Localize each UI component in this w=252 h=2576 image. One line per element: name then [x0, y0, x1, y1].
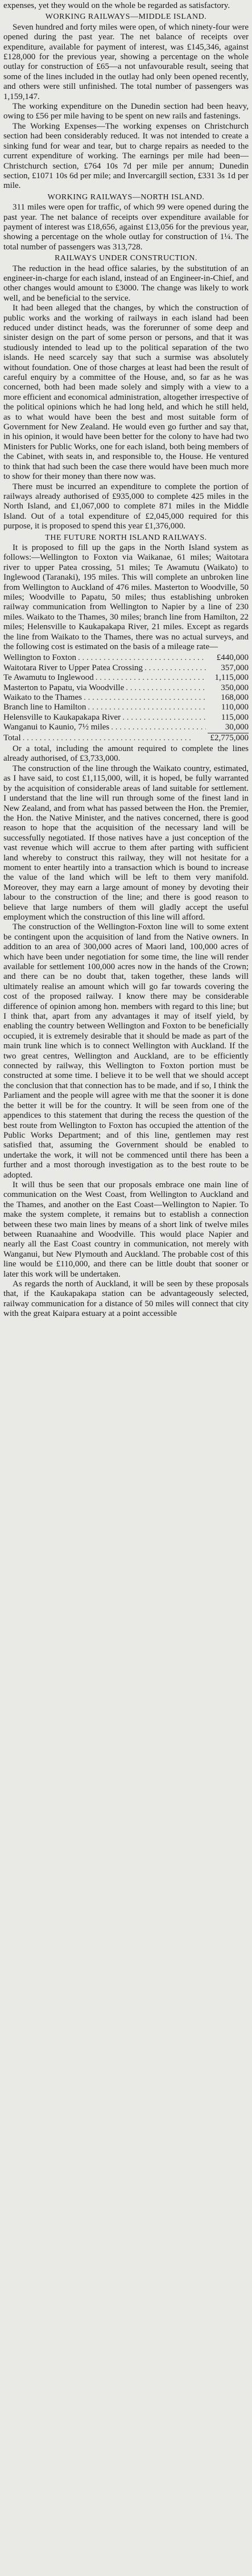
- cost-total-label: Total: [3, 733, 21, 743]
- paragraph-auckland-north: As regards the north of Auckland, it will be seen by these proposals that, if the Kaukapakapa station can be advantageously selected, railway communication for a distance of 50 miles will connect that city with the great Kaipara estuary at a point accessible: [3, 1279, 249, 1319]
- paragraph-waikato: The construction of the line through the Waikato country, estimated, as I have said, to cost £1,115,000, will, it is hoped, be fully warranted by the acquisition of considerable areas of land suitable for settlement. I understand that the line will run through some of the finest land in New Zealand, and from what has passed between the Hon. the Premier, the Hon. the Native Minister, and the natives concerned, there is good reason to hope that the acquisition of the necessary land will be successfully negotiated. If those natives have a just conception of the vast revenue which will accrue to them after parting with sufficient land whereby to construct this railway, they will not hesitate for a moment to enter heartily into a transaction which is bound to increase the value of the land which will be left to them very manifold. Moreover, they may earn a large amount of money by devoting their labour to the construction of the line; and there is good reason to believe that large numbers of them will gladly accept the useful employment which the construction of this line will afford.: [3, 764, 249, 922]
- paragraph-north-island: 311 miles were open for traffic, of which 99 were opened during the past year. The net balance of receipts over expenditure available for payment of interest was £18,656, against £13,056 for the previous year, showing a percentage on the whole outlay for construction of 1¼. The total number of passengers was 313,728.: [3, 203, 249, 252]
- cost-table: [3, 653, 249, 743]
- cost-amount: 115,000: [221, 712, 249, 722]
- leader-dots: [144, 663, 206, 673]
- paragraph-gaps: It is proposed to fill up the gaps in the North Island system as follows:—Wellington to Foxton via Waikanae, 61 miles; Waitotara river to upper Patea crossing, 51 miles; Te Awamutu (Waikato) to Inglewood (Taranaki), 195 miles. This will complete an unbroken line from Wellington to Auckland of 476 miles. Masterton to Woodville, 50 miles; Woodville to Papatu, 50 miles; thus establishing unbroken railway communication from Wellington to Napier by a line of 230 miles. Waikato to the Thames, 30 miles; branch line from Hamilton, 22 miles; Helensville to Kaukapakapa River, 21 miles. Except as regards the line from Waikato to the Thames, there was no actual surveys, and the following cost is estimated on the basis of a mileage rate—: [3, 543, 249, 651]
- paragraph-intro: expenses, yet they would on the whole be regarded as satisfactory.: [3, 1, 230, 10]
- cost-amount: 1,115,000: [214, 673, 249, 683]
- cost-label: Wanganui to Kaunio, 7½ miles: [3, 723, 110, 732]
- leader-dots: [126, 683, 206, 693]
- leader-dots: [122, 713, 206, 723]
- cost-row: [3, 653, 249, 663]
- cost-label: Te Awamutu to Inglewood: [3, 673, 94, 683]
- cost-amount: £440,000: [216, 653, 249, 663]
- cost-label: Helensville to Kaukapakapa River: [3, 712, 121, 722]
- cost-row: [3, 683, 249, 693]
- leader-dots: [78, 653, 206, 663]
- leader-dots: [88, 703, 206, 712]
- paragraph-wellington-foxton: The construction of the Wellington-Foxton line will to some extent be contingent upon the acquisition of land from the Native owners. In addition to an area of 300,000 acres of Maori land, 100,000 acres of which have been under negotiation for some time, the line will render available for settlement 100,000 acres now in the hands of the Crown; and there can be no doubt that, taken together, these lands will ultimately realise an amount which will go far towards covering the cost of the proposed railway. I know there may be considerable difference of opinion among hon. members with regard to this line; but I think that, apart from any advantages it may of itself yield, by enabling the country between Wellington and Foxton to be beneficially occupied, it is extremely desirable that it should be made as part of the main trunk line which is to connect Wellington with Auckland. If the two great centres, Wellington and Auckland, are to be efficiently connected by railway, this Wellington to Foxton portion must be constructed at some time. I believe it to be well that we should accept the conclusion that that connection has to be made, and if so, I think the Parliament and the people will agree with me that the sooner it is done the better it will be for the country. It will be seen from one of the appendices to this statement that during the recess the question of the best route from Wellington to Foxton has occupied the attention of the Public Works Department; and of this line, gentlemen may rest satisfied that, assuming the Government should be enabled to undertake the work, it will not be commenced until there has been a further and a most thorough investigation as to the best route to be adopted.: [3, 922, 249, 1180]
- article-column: [3, 1, 249, 1319]
- cost-amount: 350,000: [221, 683, 249, 692]
- heading-under-construction: RAILWAYS UNDER CONSTRUCTION.: [55, 254, 197, 263]
- cost-row: [3, 703, 249, 712]
- cost-total-row: [3, 733, 249, 743]
- cost-row: [3, 723, 249, 732]
- paragraph-dunedin: The working expenditure on the Dunedin section had been heavy, owing to £56 per mile having to be spent on new rails and fastenings.: [3, 102, 249, 121]
- paragraph-head-office: The reduction in the head office salaries, by the substitution of an engineer-in-charge for each island, instead of an Engineer-in-Chief, and other changes would amount to £3000. The change was likely to work well, and be beneficial to the service.: [3, 264, 249, 303]
- cost-amount: 357,000: [221, 663, 249, 672]
- cost-label: Branch line to Hamilton: [3, 703, 86, 712]
- paragraph-allegation: It had been alleged that the changes, by which the construction of public works and the working of railways in each island had been reduced under distinct heads, was the forerunner of some deep and sinister design on the part of some person or persons, and that it was studiously intended to lead up to the political separation of the two islands. He need scarcely say that such a surmise was absolutely without foundation. One of those charges at least had been the result of careful enquiry by a committee of the House, and, so far as he was concerned, both had been made solely and simply with a view to a more efficient and economical administration, altogether irrespective of the political opinions which he had long held, and which he still held, as to what would have been the best and most suitable form of Government for New Zealand. He would even go further and say that, in his opinion, it would have been better for the colony to have had two Ministers for Public Works, one for each island, both being members of the Cabinet, with seats in, and responsible to, the House. He ventured to think that had such been the case there would have been much more to show for their money than there now was.: [3, 303, 249, 482]
- heading-middle-island: WORKING RAILWAYS—MIDDLE ISLAND.: [45, 13, 207, 22]
- paragraph-expenditure: There must be incurred an expenditure to complete the portion of railways already authorised of £935,000 to complete 425 miles in the North Island, and £1,067,000 to complete 871 miles in the Middle Island. Out of a total expenditure of £2,045,000 required for this purpose, it is proposed to spend this year £1,376,000.: [3, 482, 249, 531]
- cost-row: [3, 663, 249, 673]
- leader-dots: [84, 693, 206, 703]
- cost-row: [3, 713, 249, 723]
- leader-dots: [23, 733, 206, 743]
- heading-north-island: WORKING RAILWAYS—NORTH ISLAND.: [47, 192, 205, 202]
- cost-label: Masterton to Papatu, via Woodville: [3, 683, 125, 692]
- cost-row: [3, 673, 249, 683]
- leader-dots: [111, 723, 206, 732]
- paragraph-middle-island: Seven hundred and forty miles were open, of which ninety-four were opened during the past year. The net balance of receipts over expenditure, available for payment of interest, was £145,346, against £128,000 for the previous year, showing a percentage on the whole outlay for construction of £65—a not unfavourable result, seeing that some of the lines included in the outlay had only been opened recently, and others were still unfinished. The total number of passengers was 1,159,147.: [3, 22, 249, 101]
- paragraph-proposals: It will thus be seen that our proposals embrace one main line of communication on the West Coast, from Wellington to Auckland and the Thames, and another on the East Coast—Wellington to Napier. To make the system complete, it remains but to establish a connection between these two main lines by means of a short link of twelve miles between Ruanaahine and Woodville. This would place Napier and nearly all the East Coast country in communication, not merely with Wanganui, but New Plymouth and Auckland. The probable cost of this line would be £110,000, and there can be little doubt that sooner or later this work will be undertaken.: [3, 1180, 249, 1279]
- cost-label: Wellington to Foxton: [3, 653, 76, 663]
- cost-row: [3, 693, 249, 703]
- cost-amount: 110,000: [221, 703, 249, 712]
- leader-dots: [96, 673, 206, 683]
- cost-total-amount: £2,775,000: [208, 733, 249, 743]
- cost-amount: 30,000: [225, 723, 249, 732]
- cost-label: Waikato to the Thames: [3, 693, 82, 703]
- paragraph-working-expenses: The Working Expenses—The working expenses on Christchurch section had been considerably reduced. It was not intended to create a sinking fund for wear and tear, but to charge repairs as needed to the current expenditure of working. The earnings per mile had been—Christchurch section, £764 10s 7d per mile per annum; Dunedin section, £1071 10s 6d per mile; and Invercargill section, £331 3s 1d per mile.: [3, 121, 249, 191]
- cost-label: Waitotara River to Upper Patea Crossing: [3, 663, 143, 672]
- cost-amount: 168,000: [221, 693, 249, 703]
- paragraph-grand-total: Or a total, including the amount required to complete the lines already authorised, of £3,733,000.: [3, 744, 249, 764]
- heading-future-railways: THE FUTURE NORTH ISLAND RAILWAYS.: [45, 533, 207, 542]
